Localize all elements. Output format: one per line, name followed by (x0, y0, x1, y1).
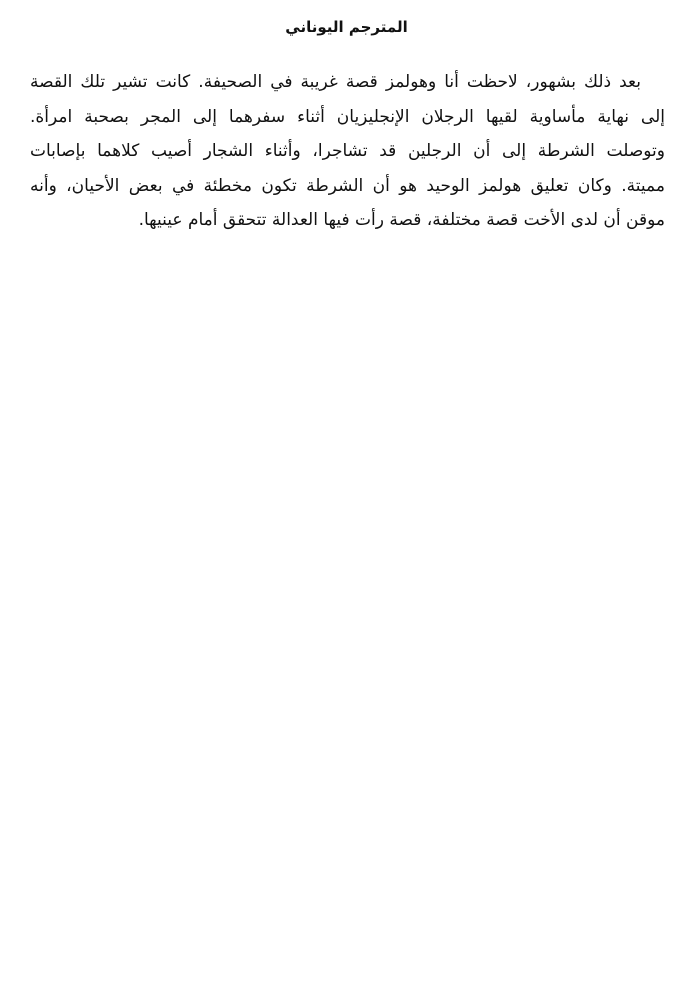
paragraph-line: إلى نهاية مأساوية لقيها الرجلان الإنجليزيان أثناء سفرهما إلى المجر بصحبة امرأة. (30, 106, 665, 127)
running-header-title: المترجم اليوناني (285, 18, 408, 36)
body-paragraph (28, 65, 665, 238)
paragraph-line: بعد ذلك بشهور، لاحظت أنا وهولمز قصة غريبة في الصحيفة. كانت تشير تلك القصة (30, 72, 641, 92)
paragraph-line: وتوصلت الشرطة إلى أن الرجلين قد تشاجرا، وأثناء الشجار أصيب كلاهما بإصابات (30, 141, 665, 161)
paragraph-line: مميتة. وكان تعليق هولمز الوحيد هو أن الشرطة تكون مخطئة في بعض الأحيان، وأنه (30, 175, 665, 196)
paragraph-line: موقن أن لدى الأخت قصة مختلفة، قصة رأت فيها العدالة تتحقق أمام عينيها. (138, 210, 665, 230)
